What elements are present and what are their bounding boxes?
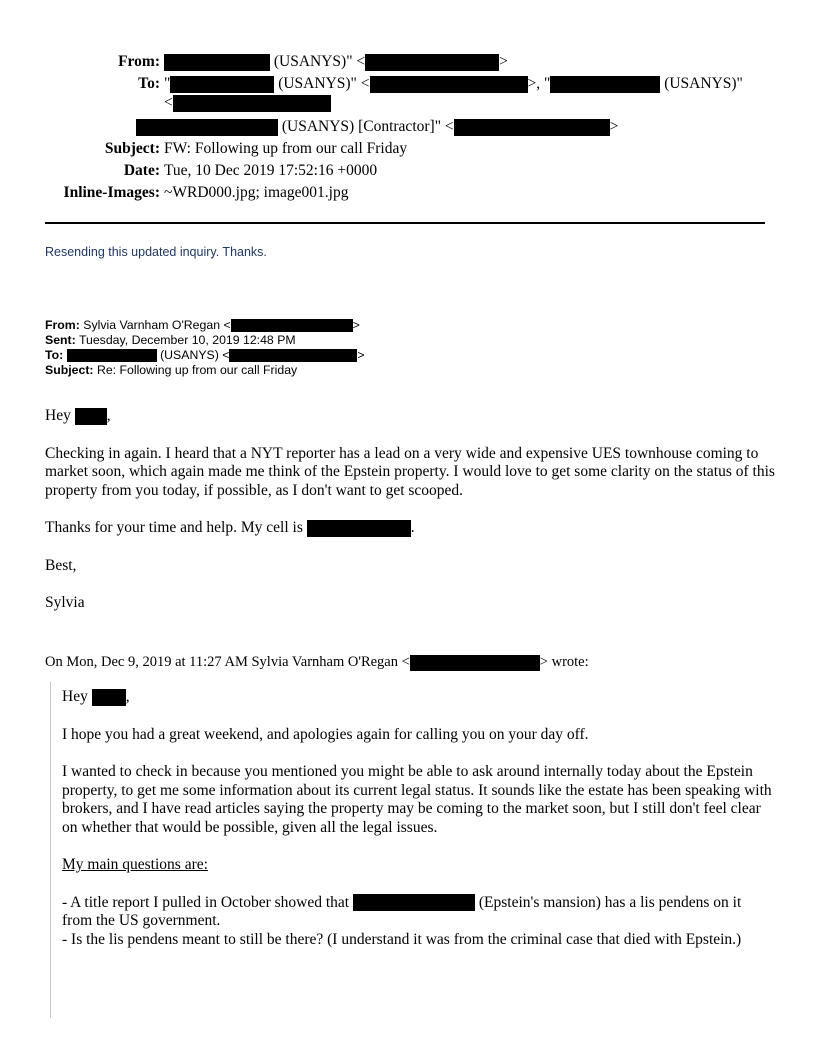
signature: Sylvia — [45, 594, 85, 611]
message-body — [45, 407, 775, 613]
fwd-to-row: To: (USANYS) < > — [45, 348, 365, 362]
fwd-from-row: From: Sylvia Varnham O'Regan < > — [45, 318, 360, 332]
redaction-block — [365, 54, 499, 71]
from-label: From: — [118, 53, 160, 70]
header-to-row-3: (USANYS) [Contractor]" < > — [0, 117, 760, 137]
header-to-row-2: < — [0, 93, 760, 113]
paragraph: I hope you had a great weekend, and apologies again for calling you on your day off. — [62, 725, 589, 743]
header-inline-images-row — [0, 183, 760, 203]
redaction-block — [353, 894, 475, 911]
fwd-subject-label: Subject: — [45, 363, 94, 377]
to-label: To: — [138, 75, 160, 92]
header-divider — [45, 222, 765, 224]
quoted-message — [62, 688, 774, 949]
header-to-row: To: " (USANYS)" < >, " (USANYS)" — [0, 74, 760, 94]
redaction-block — [370, 76, 528, 93]
subject-value: FW: Following up from our call Friday — [164, 140, 408, 157]
from-close: > — [499, 53, 508, 70]
redaction-block — [136, 119, 278, 136]
inline-images-value: ~WRD000.jpg; image001.jpg — [164, 184, 349, 201]
paragraph: Thanks for your time and help. My cell is . — [45, 519, 415, 536]
fwd-subject-row: Subject: Re: Following up from our call Friday — [45, 363, 298, 377]
paragraph: Checking in again. I heard that a NYT reporter has a lead on a very wide and expensive UES townhouse coming to market soon, which again made me think of the Epstein property. I would love to get some clarity on the status of this property from you today, if possible, as I don't want to get scooped. — [45, 444, 775, 499]
redaction-block — [550, 76, 660, 93]
redaction-block — [75, 408, 107, 425]
quote-bar — [50, 682, 51, 1018]
quoted-greeting: Hey , — [62, 688, 130, 705]
date-value: Tue, 10 Dec 2019 17:52:16 +0000 — [164, 162, 378, 179]
redaction-block — [67, 349, 157, 362]
inline-images-label: Inline-Images: — [63, 184, 160, 201]
forwarded-header — [45, 318, 365, 378]
question-item: - A title report I pulled in October showed that (Epstein's mansion) has a lis pendens on it from the US government. — [62, 893, 742, 929]
date-label: Date: — [123, 162, 160, 179]
redaction-block — [231, 319, 353, 332]
redaction-block — [454, 119, 610, 136]
redaction-block — [173, 95, 331, 112]
redaction-block — [164, 54, 270, 71]
redaction-block — [229, 349, 357, 362]
questions-heading: My main questions are: — [62, 856, 208, 873]
fwd-sent-label: Sent: — [45, 333, 76, 347]
redaction-block — [307, 520, 411, 537]
subject-label: Subject: — [104, 140, 160, 157]
header-date-row — [0, 161, 760, 181]
quote-intro: On Mon, Dec 9, 2019 at 11:27 AM Sylvia Varnham O'Regan < > wrote: — [45, 654, 589, 670]
from-suffix: (USANYS)" < — [273, 53, 366, 70]
redaction-block — [410, 655, 540, 671]
redaction-block — [92, 689, 126, 706]
header-subject-row — [0, 139, 760, 159]
resend-note: Resending this updated inquiry. Thanks. — [45, 245, 267, 259]
question-item: - Is the lis pendens meant to still be there? (I understand it was from the criminal case that died with Epstein.) — [62, 930, 742, 948]
fwd-sent-row: Sent: Tuesday, December 10, 2019 12:48 PM — [45, 333, 296, 347]
header-from-row — [0, 52, 760, 72]
redaction-block — [170, 76, 274, 93]
fwd-to-label: To: — [45, 348, 64, 362]
closing: Best, — [45, 556, 77, 574]
fwd-from-label: From: — [45, 318, 80, 332]
paragraph: I wanted to check in because you mentioned you might be able to ask around internally today about the Epstein property, to get me some information about its current legal status. It sounds like the estate has been speaking with brokers, and I have read articles saying the property may be coming to the market soon, but I still don't feel clear on whether that would be possible, given all the legal issues. — [62, 763, 772, 836]
greeting: Hey , — [45, 407, 111, 424]
